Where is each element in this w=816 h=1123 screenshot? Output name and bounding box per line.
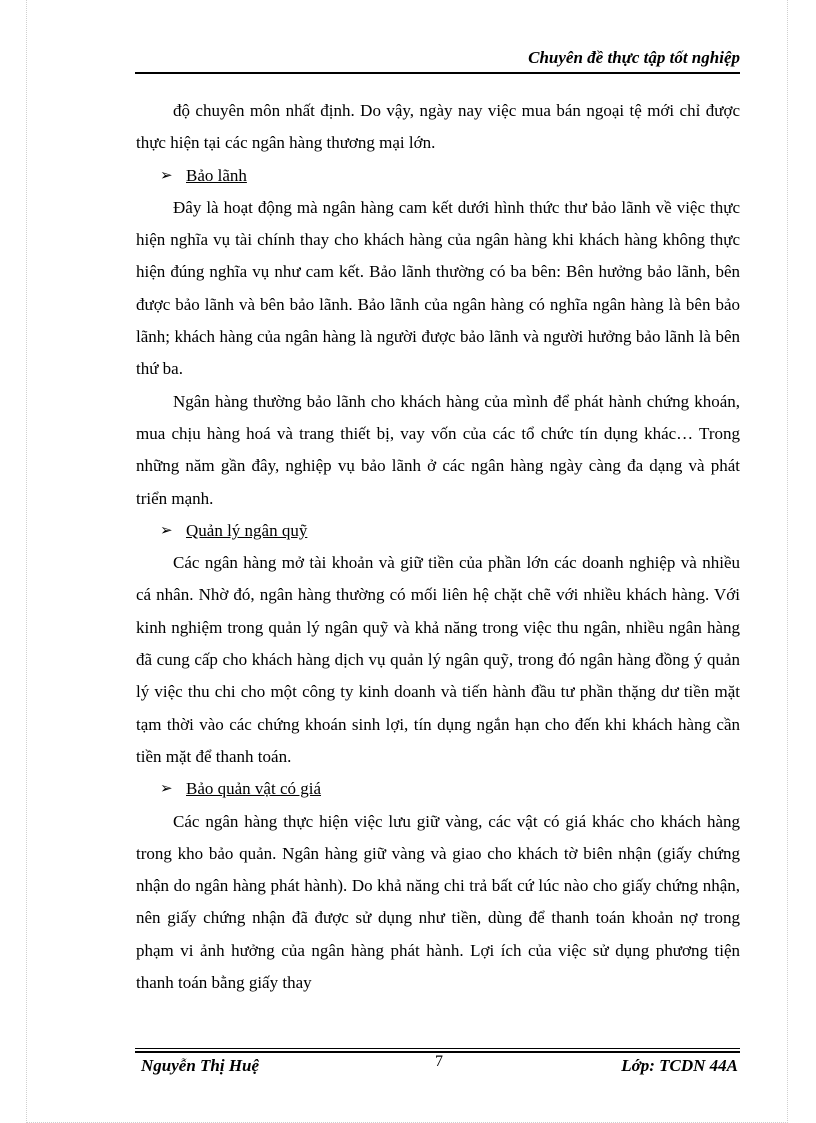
- footer-rule: [135, 1048, 740, 1049]
- paragraph: Đây là hoạt động mà ngân hàng cam kết dưới hình thức thư bảo lãnh về việc thực hiện nghĩa vụ tài chính thay cho khách hàng của ngân hàng khi khách hàng không thực hiện đúng nghĩa vụ như cam kết. Bảo lãnh thường có ba bên: Bên hưởng bảo lãnh, bên được bảo lãnh và bên bảo lãnh. Bảo lãnh của ngân hàng có nghĩa ngân hàng là bên bảo lãnh; khách hàng của ngân hàng là người được bảo lãnh và người hưởng bảo lãnh là bên thứ ba.: [136, 197, 740, 379]
- section-heading-bao-lanh: [136, 160, 740, 192]
- paragraph: Các ngân hàng mở tài khoản và giữ tiền của phần lớn các doanh nghiệp và nhiều cá nhân. Nhờ đó, ngân hàng thường có mối liên hệ chặt chẽ với nhiều khách hàng. Với kinh nghiệm trong quản lý ngân quỹ và khả năng trong việc thu ngân, nhiều ngân hàng đã cung cấp cho khách hàng dịch vụ quản lý ngân quỹ, trong đó ngân hàng đồng ý quản lý việc thu chi cho một công ty kinh doanh và tiến hành đầu tư phần thặng dư tiền mặt tạm thời vào các chứng khoán sinh lợi, tín dụng ngắn hạn cho đến khi khách hàng cần tiền mặt để thanh toán.: [136, 553, 740, 766]
- arrow-bullet-icon: ➢: [160, 167, 173, 184]
- footer-class-label: Lớp: TCDN 44A: [621, 1056, 738, 1075]
- page-header: [135, 46, 740, 74]
- section-heading-text: Bảo lãnh: [186, 165, 247, 185]
- arrow-bullet-icon: ➢: [160, 781, 173, 798]
- section-heading-bao-quan-vat-co-gia: [136, 773, 740, 805]
- intro-paragraph: độ chuyên môn nhất định. Do vậy, ngày nay việc mua bán ngoại tệ mới chỉ được thực hiện tại các ngân hàng thương mại lớn.: [136, 101, 740, 153]
- paragraph: Ngân hàng thường bảo lãnh cho khách hàng của mình để phát hành chứng khoán, mua chịu hàng hoá và trang thiết bị, vay vốn của các tổ chức tín dụng khác… Trong những năm gần đây, nghiệp vụ bảo lãnh ở các ngân hàng ngày càng đa dạng và phát triển mạnh.: [136, 391, 740, 508]
- section-heading-quan-ly-ngan-quy: [136, 515, 740, 547]
- section-heading-text: Bảo quản vật có giá: [186, 779, 322, 799]
- paragraph: Các ngân hàng thực hiện việc lưu giữ vàng, các vật có giá khác cho khách hàng trong kho bảo quản. Ngân hàng giữ vàng và giao cho khách tờ biên nhận (giấy chứng nhận do ngân hàng phát hành). Do khả năng chi trả bất cứ lúc nào cho giấy chứng nhận, nên giấy chứng nhận đã được sử dụng như tiền, dùng để thanh toán khoản nợ trong phạm vi ảnh hưởng của ngân hàng phát hành. Lợi ích của việc sử dụng phương tiện thanh toán bằng giấy thay: [136, 811, 740, 993]
- header-rule: [135, 72, 740, 74]
- document-body: [136, 95, 740, 999]
- section-heading-text: Quản lý ngân quỹ: [186, 520, 308, 540]
- footer-author: Nguyễn Thị Huệ: [141, 1056, 260, 1075]
- header-title: Chuyên đề thực tập tốt nghiệp: [528, 48, 740, 67]
- page-footer: [135, 1048, 740, 1078]
- page-number: 7: [435, 1053, 443, 1070]
- arrow-bullet-icon: ➢: [160, 522, 173, 539]
